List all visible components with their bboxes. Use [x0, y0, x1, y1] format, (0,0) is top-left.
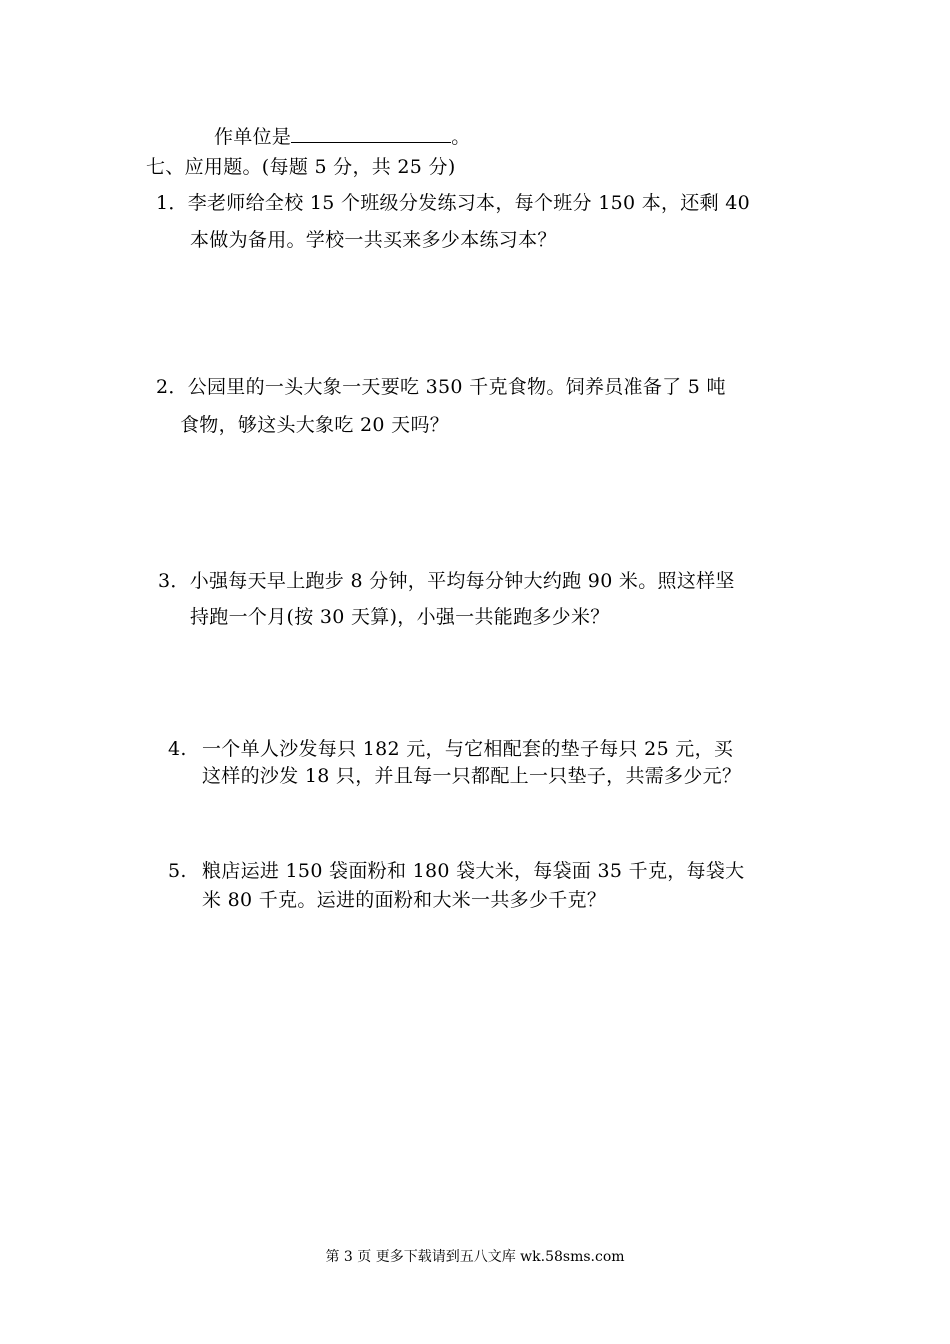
problem-4-line-1: [168, 734, 733, 761]
problem-5-text-1: 粮店运进 150 袋面粉和 180 袋大米，每袋面 35 千克，每袋大: [202, 860, 745, 882]
problem-5-number: 5.: [168, 860, 187, 882]
page-footer: 第 3 页 更多下载请到五八文库 wk.58sms.com: [325, 1249, 625, 1265]
problem-5-text-2: 米 80 千克。运进的面粉和大米一共多少千克？: [202, 889, 607, 911]
problem-4-text-1: 一个单人沙发每只 182 元，与它相配套的垫子每只 25 元，买: [202, 738, 734, 760]
problem-5-line-1: [168, 856, 744, 883]
problem-2-number: 2．: [156, 376, 188, 398]
problem-3-text-1: 小强每天早上跑步 8 分钟，平均每分钟大约跑 90 米。照这样坚: [189, 570, 735, 592]
problem-4-text-2: 这样的沙发 18 只，并且每一只都配上一只垫子，共需多少元？: [202, 765, 742, 787]
problem-1-number: 1．: [156, 192, 188, 214]
problem-4-number: 4.: [168, 738, 187, 760]
problem-1-line-1: [156, 188, 750, 215]
problem-1-text-2: 本做为备用。学校一共买来多少本练习本？: [190, 229, 557, 251]
problem-3-number: 3．: [158, 570, 190, 592]
previous-question-tail: [214, 122, 471, 149]
previous-question-prefix: 作单位是: [214, 126, 292, 148]
problem-3-text-2: 持跑一个月(按 30 天算)，小强一共能跑多少米？: [190, 606, 610, 628]
previous-question-suffix: 。: [451, 126, 471, 148]
section-title: 七、应用题。(每题 5 分，共 25 分): [146, 156, 456, 178]
problem-3-line-1: [158, 566, 735, 593]
problem-2-text-2: 食物，够这头大象吃 20 天吗？: [180, 414, 450, 436]
problem-1-text-1: 李老师给全校 15 个班级分发练习本，每个班分 150 本，还剩 40: [187, 192, 751, 214]
answer-blank[interactable]: [291, 124, 451, 143]
problem-2-line-1: [156, 372, 726, 399]
problem-2-text-1: 公园里的一头大象一天要吃 350 千克食物。饲养员准备了 5 吨: [187, 376, 726, 398]
